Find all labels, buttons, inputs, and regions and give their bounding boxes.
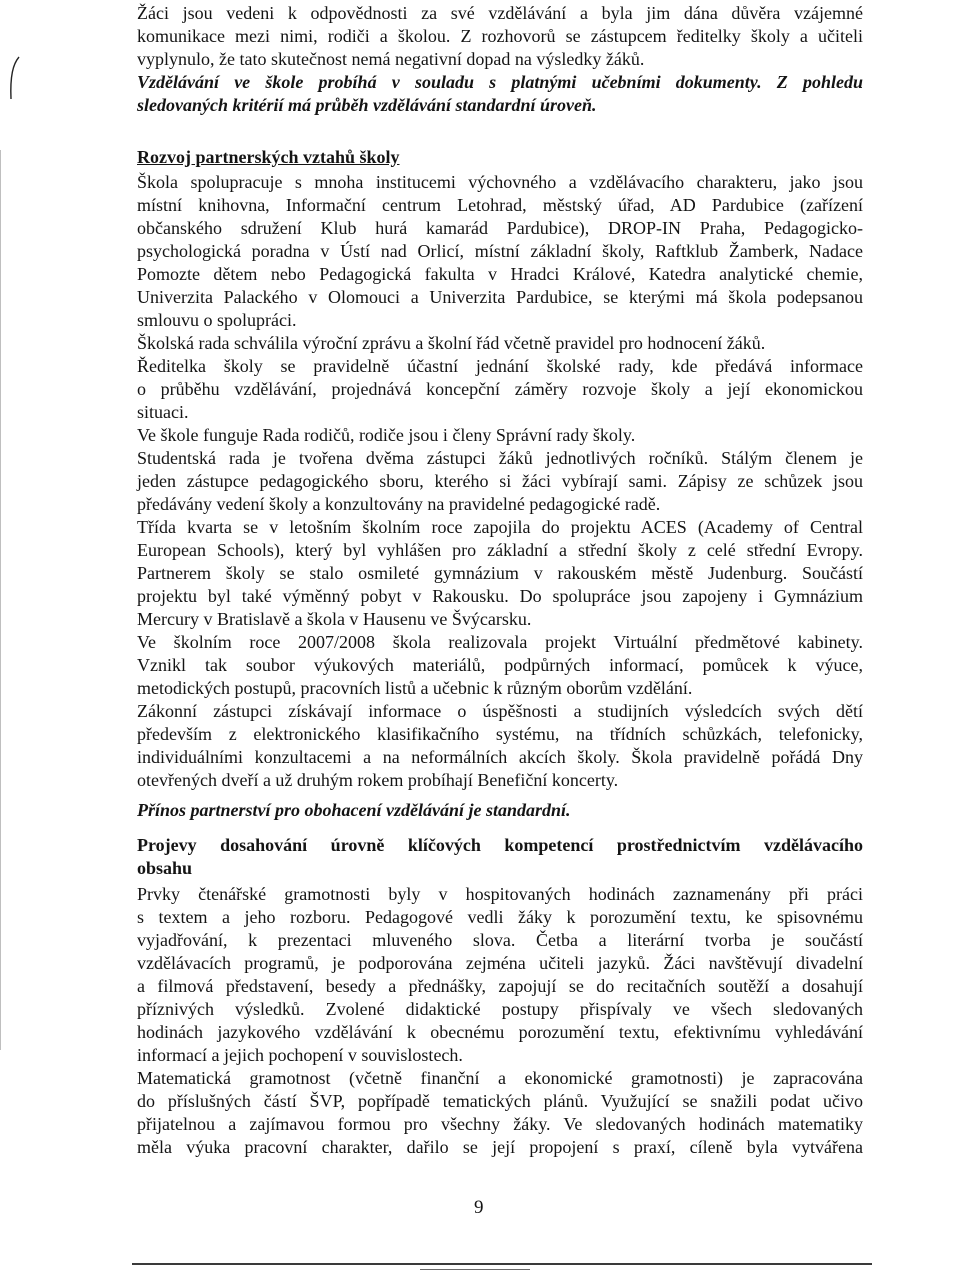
p6-line: předávány vedení školy a konzultovány na pravidelné pedagogické radě. — [137, 494, 661, 514]
p11-line: přijatelnou a zajímavou formou pro všechny žáky. Ve sledovaných hodinách matematiky — [137, 1114, 863, 1134]
p7-line: Třída kvarta se v letošním školním roce zapojila do projektu ACES (Academy of Central — [137, 517, 863, 537]
paragraph-responsibility — [137, 2, 863, 71]
p11-line: do příslušných částí ŠVP, popřípadě tematických plánů. Využující se snažili podat učivo — [137, 1091, 863, 1111]
conclusion1-line: Vzdělávání ve škole probíhá v souladu s platnými učebními dokumenty. Z pohledu — [137, 72, 863, 92]
p5-line: Ve škole funguje Rada rodičů, rodiče jsou i členy Správní rady školy. — [137, 425, 636, 445]
p2-line: smlouvu o spolupráci. — [137, 310, 297, 330]
p9-line: otevřených dveří a už druhým rokem probíhají Benefiční koncerty. — [137, 770, 619, 790]
p1-line: komunikace mezi nimi, rodiči a školou. Z rozhovorů se zástupcem ředitelky školy a učiteli — [137, 26, 863, 46]
heading2-line: Projevy dosahování úrovně klíčových kompetencí prostřednictvím vzdělávacího — [137, 835, 863, 855]
p1-line: vyplynulo, že tato skutečnost nemá negativní dopad na výsledky žáků. — [137, 49, 645, 69]
p10-line: informací a jejich pochopení v souvislostech. — [137, 1045, 463, 1065]
paragraph-virtual-cabinets — [137, 631, 863, 700]
paragraph-school-council — [137, 332, 863, 355]
p4-line: Ředitelka školy se pravidelně účastní jednání školské rady, kde předává informace — [137, 356, 863, 376]
p11-line: měla výuka pracovní charakter, dařilo se její propojení s praxí, cíleně byla vytvářena — [137, 1137, 863, 1157]
p4-line: situaci. — [137, 402, 189, 422]
conclusion-partnership-text: Přínos partnerství pro obohacení vzdělávání je standardní. — [137, 800, 571, 820]
paragraph-cooperation — [137, 171, 863, 332]
p2-line: Škola spolupracuje s mnoha institucemi výchovného a vzdělávacího charakteru, jako jsou — [137, 172, 863, 192]
p7-line: projektu byl také výměnný pobyt v Rakousku. Do spolupráce jsou zapojeny i Gymnázium — [137, 586, 863, 606]
p2-line: občanského sdružení Klub hurá kamarád Pardubice), DROP-IN Praha, Pedagogicko- — [137, 218, 863, 238]
heading-partnerships-text: Rozvoj partnerských vztahů školy — [137, 147, 400, 167]
paragraph-reading-literacy — [137, 883, 863, 1067]
p10-line: vzdělávacích programů, je podporována zejména učiteli jazyků. Žáci navštěvují divadelní — [137, 953, 863, 973]
paragraph-principal — [137, 355, 863, 424]
p10-line: hodinách jazykového vzdělávání k obecnému porozumění textu, efektivnímu vyhledávání — [137, 1022, 863, 1042]
bottom-rule-secondary — [420, 1269, 530, 1270]
paragraph-legal-guardians — [137, 700, 863, 792]
p8-line: metodických postupů, pracovních listů a učebnic k různým oborům vzdělání. — [137, 678, 693, 698]
paragraph-math-literacy — [137, 1067, 863, 1159]
paragraph-aces-project — [137, 516, 863, 631]
p2-line: psychologická poradna v Ústí nad Orlicí, místní základní školy, Raftklub Žamberk, Nadace — [137, 241, 863, 261]
p6-line: Studentská rada je tvořena dvěma zástupci žáků jednotlivých ročníků. Stálým členem je — [137, 448, 863, 468]
p7-line: Mercury v Bratislavě a škola v Hausenu ve Švýcarsku. — [137, 609, 532, 629]
scan-edge-line — [0, 150, 1, 1050]
margin-pen-mark — [7, 56, 21, 100]
p3-line: Školská rada schválila výroční zprávu a školní řád včetně pravidel pro hodnocení žáků. — [137, 333, 766, 353]
heading-key-competences — [137, 834, 863, 880]
p8-line: Ve školním roce 2007/2008 škola realizovala projekt Virtuální předmětové kabinety. — [137, 632, 863, 652]
p4-line: o průběhu vzdělávání, projednává koncepční záměry rozvoje školy a její ekonomickou — [137, 379, 863, 399]
p7-line: European Schools), který byl vyhlášen pro základní a střední školy z celé střední Evropy. — [137, 540, 863, 560]
conclusion-curriculum — [137, 71, 863, 117]
p8-line: Vznikl tak soubor výukových materiálů, podpůrných informací, pomůcek k výuce, — [137, 655, 863, 675]
conclusion-partnership — [137, 799, 863, 822]
p9-line: především z elektronického klasifikačního systému, na třídních schůzkách, telefonicky, — [137, 724, 863, 744]
p11-line: Matematická gramotnost (včetně finanční a ekonomické gramotnosti) je zapracována — [137, 1068, 863, 1088]
p6-line: jeden zástupce pedagogického sboru, kterého si žáci vybírají sami. Zápisy ze schůzek jsou — [137, 471, 863, 491]
p10-line: vyjadřování, k prezentaci mluveného slova. Četba a literární tvorba je součástí — [137, 930, 863, 950]
bottom-rule — [132, 1263, 872, 1265]
p2-line: Pomozte dětem nebo Pedagogická fakulta v Hradci Králové, Katedra analytické chemie, — [137, 264, 863, 284]
p2-line: místní knihovna, Informační centrum Letohrad, městský úřad, AD Pardubice (zařízení — [137, 195, 863, 215]
p2-line: Univerzita Palackého v Olomouci a Univerzita Pardubice, se kterými má škola podepsanou — [137, 287, 863, 307]
p10-line: Prvky čtenářské gramotnosti byly v hospitovaných hodinách zaznamenány při práci — [137, 884, 863, 904]
p10-line: příznivých výsledků. Zvolené didaktické postupy přispívaly ve všech sledovaných — [137, 999, 863, 1019]
p9-line: individuálními konzultacemi a na neformálních akcích školy. Škola pravidelně pořádá Dny — [137, 747, 863, 767]
heading-partnerships — [137, 146, 863, 169]
heading2-line: obsahu — [137, 858, 193, 878]
p7-line: Partnerem školy se stalo osmileté gymnázium v rakouském městě Judenburg. Součástí — [137, 563, 863, 583]
p1-line: Žáci jsou vedeni k odpovědnosti za své vzdělávání a byla jim dána důvěra vzájemné — [137, 3, 863, 23]
paragraph-student-council — [137, 447, 863, 516]
p10-line: a filmová představení, besedy a přednášky, zapojují se do recitačních soutěží a dosahují — [137, 976, 863, 996]
p10-line: s textem a jeho rozboru. Pedagogové vedli žáky k porozumění textu, ke spisovnému — [137, 907, 863, 927]
paragraph-parents-council — [137, 424, 863, 447]
page-number: 9 — [474, 1197, 484, 1218]
p9-line: Zákonní zástupci získávají informace o úspěšnosti a studijních výsledcích svých dětí — [137, 701, 863, 721]
conclusion1-line: sledovaných kritérií má průběh vzdělávání standardní úroveň. — [137, 95, 597, 115]
